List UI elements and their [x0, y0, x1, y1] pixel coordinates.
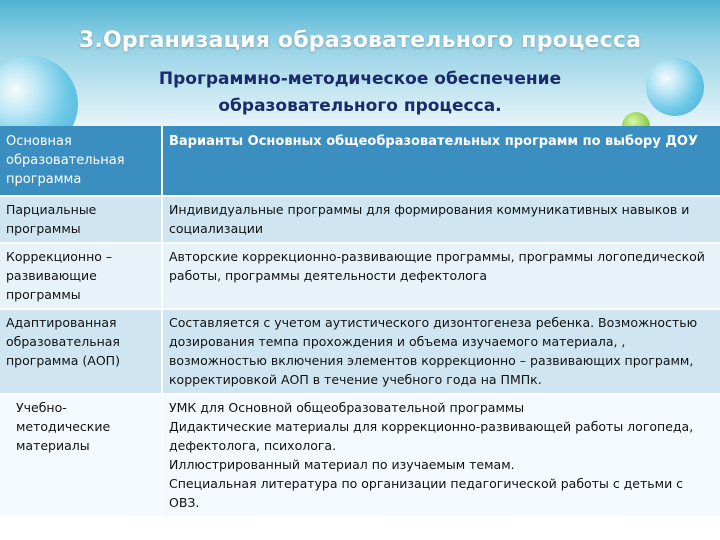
slide-subtitle — [0, 66, 720, 120]
row-label-cell: Учебно-методические материалы — [0, 394, 162, 517]
row-content-cell: Индивидуальные программы для формирования коммуникативных навыков и социализации — [162, 196, 720, 243]
table-row — [0, 394, 720, 517]
row-content-cell: Составляется с учетом аутистического дизонтогенеза ребенка. Возможностью дозирования темпа прохождения и объема изучаемого материала, , возможностью включения элементов коррекционно – развивающих программ, корректировкой АОП в течение учебного года на ПМПк. — [162, 309, 720, 394]
content-line: Иллюстрированный материал по изучаемым темам. — [169, 457, 515, 472]
row-label-cell: Коррекционно – развивающие программы — [0, 243, 162, 309]
row-content-cell — [162, 394, 720, 517]
content-line: Специальная литература по организации педагогической работы с детьми с ОВЗ. — [169, 476, 684, 510]
header-cell-variants: Варианты Основных общеобразовательных программ по выбору ДОУ — [162, 126, 720, 196]
row-label-cell: Парциальные программы — [0, 196, 162, 243]
row-label-cell: Адаптированная образовательная программа (АОП) — [0, 309, 162, 394]
table-row — [0, 309, 720, 394]
table-row — [0, 196, 720, 243]
subtitle-line: образовательного процесса. — [218, 96, 502, 116]
subtitle-line: Программно-методическое обеспечение — [158, 69, 562, 89]
content-line: УМК для Основной общеобразовательной программы — [169, 400, 525, 415]
table-header-row — [0, 126, 720, 196]
table-row — [0, 243, 720, 309]
content-line: Дидактические материалы для коррекционно-развивающей работы логопеда, дефектолога, психолога. — [169, 419, 694, 453]
slide-title: 3.Организация образовательного процесса — [78, 28, 642, 53]
curriculum-table — [0, 126, 720, 518]
row-content-cell: Авторские коррекционно-развивающие программы, программы логопедической работы, программы деятельности дефектолога — [162, 243, 720, 309]
header-cell-program: Основная образовательная программа — [0, 126, 162, 196]
